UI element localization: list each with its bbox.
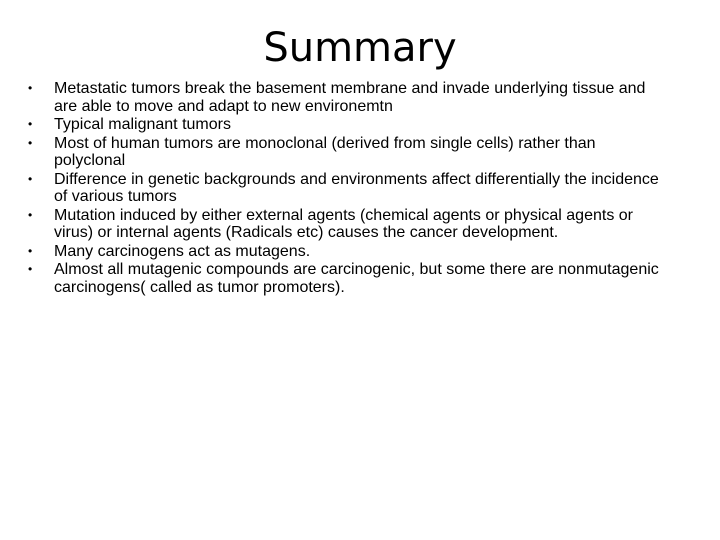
bullet-item (28, 80, 668, 115)
bullet-text: Metastatic tumors break the basement membrane and invade underlying tissue and are able to move and adapt to new environemtn (54, 80, 646, 115)
bullet-icon: • (28, 117, 33, 131)
bullet-icon: • (28, 135, 33, 150)
bullet-text: Many carcinogens act as mutagens. (54, 242, 311, 260)
slide-title: Summary (263, 25, 457, 71)
bullet-item (28, 207, 668, 242)
bullet-text: Typical malignant tumors (54, 116, 231, 133)
bullet-list (28, 80, 668, 297)
bullet-item (28, 135, 668, 170)
bullet-icon: • (28, 81, 33, 95)
bullet-icon: • (28, 262, 33, 276)
bullet-text: Almost all mutagenic compounds are carcinogenic, but some there are nonmutagenic carcinogens( called as tumor promoters). (54, 261, 659, 296)
bullet-text: Difference in genetic backgrounds and environments affect differentially the incidence of various tumors (54, 170, 659, 205)
bullet-item (28, 116, 668, 134)
bullet-icon: • (28, 243, 33, 258)
bullet-item (28, 171, 668, 206)
bullet-icon: • (28, 171, 33, 186)
bullet-item (28, 261, 668, 296)
bullet-item (28, 243, 668, 261)
bullet-icon: • (28, 207, 33, 222)
bullet-text: Most of human tumors are monoclonal (derived from single cells) rather than polyclonal (54, 134, 596, 169)
bullet-text: Mutation induced by either external agents (chemical agents or physical agents or virus) or internal agents (Radicals etc) causes the cancer development. (54, 206, 633, 241)
